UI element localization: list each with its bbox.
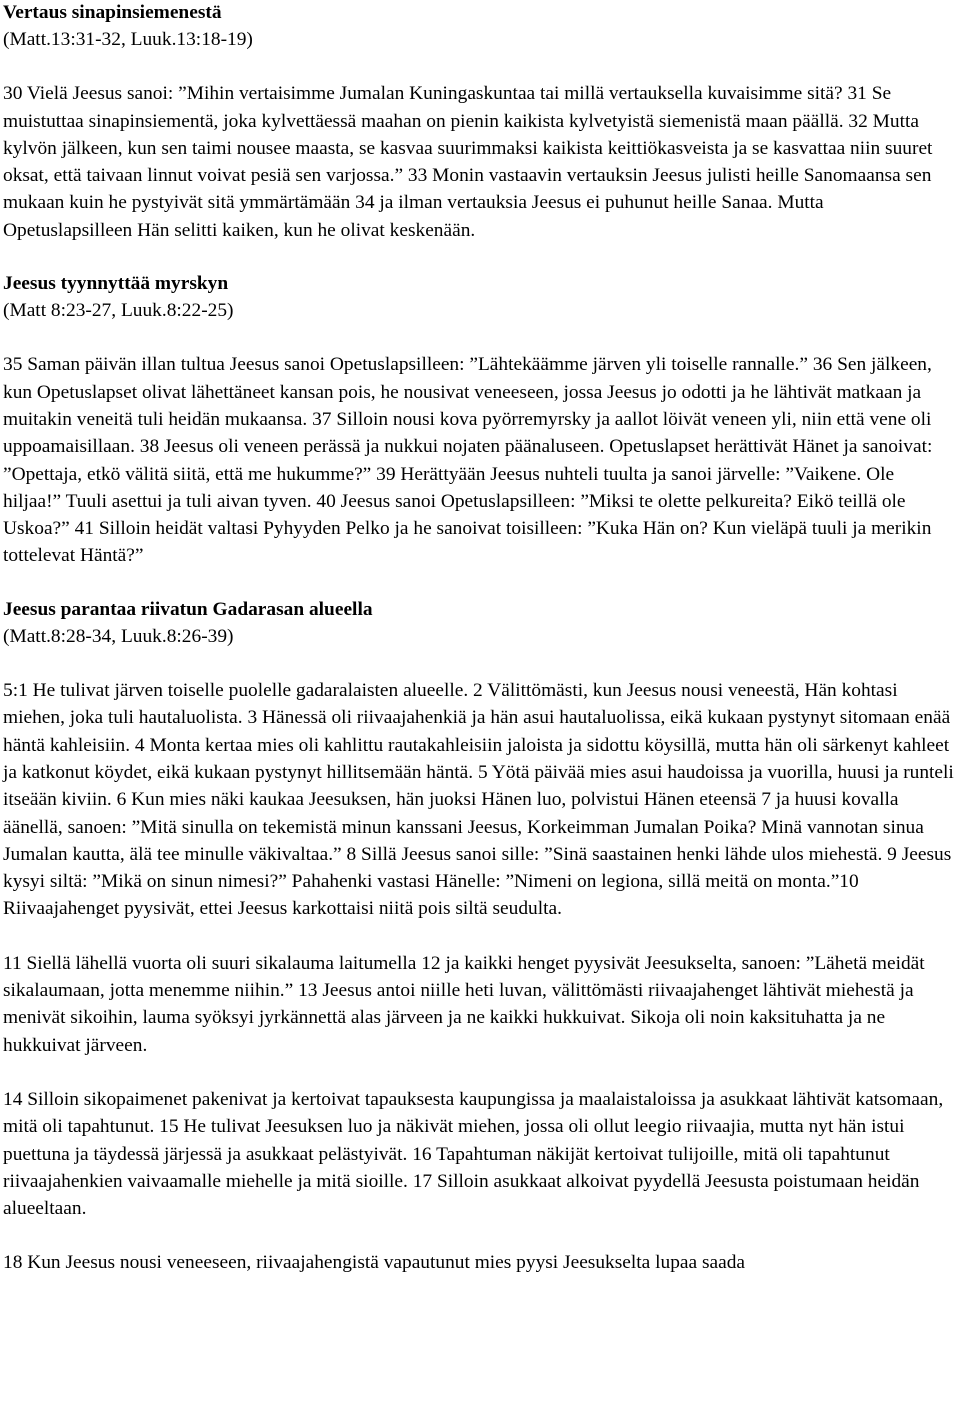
paragraph: 5:1 He tulivat järven toiselle puolelle gadaralaisten alueelle. 2 Välittömästi, kun Jeesus nousi veneestä, Hän kohtasi miehen, joka tuli hautaluolista. 3 Hänessä oli riivaajahenkiä ja hän asui hautaluolissa, eikä kukaan pystynyt sitomaan enää häntä kahleisiin. 4 Monta kertaa mies oli kahlittu rautakahleisiin jaloista ja sidottu köysillä, mutta hän oli särkenyt kahleet ja katkonut köydet, eikä kukaan pystynyt hillitsemään häntä. 5 Yötä päivää mies asui haudoissa ja vuorilla, huusi ja runteli itseään kiviin. 6 Kun mies näki kaukaa Jeesuksen, hän juoksi Hänen luo, polvistui Hänen eteensä 7 ja huusi kovalla äänellä, sanoen: ”Mitä sinulla on tekemistä minun kanssani Jeesus, Korkeimman Jumalan Poika? Minä vannotan sinua Jumalan kautta, älä tee minulle väkivaltaa.” 8 Sillä Jeesus sanoi sille: ”Sinä saastainen henki lähde ulos miehestä. 9 Jeesus kysyi siltä: ”Mikä on sinun nimesi?” Pahahenki vastasi Hänelle: ”Nimeni on legiona, sillä meitä on monta.”10 Riivaajahenget pyysivät, ettei Jeesus karkottaisi niitä pois siltä seudulta. <box>3 680 954 920</box>
section-title: Jeesus parantaa riivatun Gadarasan alueella <box>3 598 373 620</box>
scripture-reference: (Matt.8:28-34, Luuk.8:26-39) <box>3 625 234 647</box>
section-gadarasa <box>3 597 957 1277</box>
paragraph: 11 Siellä lähellä vuorta oli suuri sikalauma laitumella 12 ja kaikki henget pyysivät Jeesukselta, sanoen: ”Lähetä meidät sikalaumaan, jotta menemme niihin.” 13 Jeesus antoi niille heti luvan, välittömästi riivaajahenget lähtivät miehestä ja menivät sikoihin, lauma syöksyi jyrkännettä alas järveen ja ne kaikki hukkuivat. Sikoja oli noin kaksituhatta ja ne hukkuivat järveen. <box>3 952 925 1056</box>
paragraph: 35 Saman päivän illan tultua Jeesus sanoi Opetuslapsilleen: ”Lähtekäämme järven yli toiselle rannalle.” 36 Sen jälkeen, kun Opetuslapset olivat lähettäneet kansan pois, he nousivat veneeseen, jossa Jeesus jo odotti ja he lähtivät matkaan ja muitakin veneitä tuli heidän mukaansa. 37 Silloin nousi kova pyörremyrsky ja aallot löivät veneen yli, niin että vene oli uppoamaisillaan. 38 Jeesus oli veneen perässä ja nukkui nojaten päänaluseen. Opetuslapset herättivät Hänet ja sanoivat: ”Opettaja, etkö välitä siitä, että me hukumme?” 39 Herättyään Jeesus nuhteli tuulta ja sanoi järvelle: ”Vaikene. Ole hiljaa!” Tuuli asettui ja tuli aivan tyven. 40 Jeesus sanoi Opetuslapsilleen: ”Miksi te olette pelkureita? Eikö teillä ole Uskoa?” 41 Silloin heidät valtasi Pyhyyden Pelko ja he sanoivat toisilleen: ”Kuka Hän on? Kun vieläpä tuuli ja merikin tottelevat Häntä?” <box>3 354 933 567</box>
paragraph: 30 Vielä Jeesus sanoi: ”Mihin vertaisimme Jumalan Kuningaskuntaa tai millä vertauksella kuvaisimme sitä? 31 Se muistuttaa sinapinsiementä, joka kylvettäessä maahan on pienin kaikista kylvetyistä siemenistä maan päällä. 32 Mutta kylvön jälkeen, kun sen taimi nousee maasta, se kasvaa suurimmaksi kaikista keittiökasveista ja se kasvattaa niin suuret oksat, että taivaan linnut voivat pesiä sen varjossa.” 33 Monin vastaavin vertauksin Jeesus julisti heille Sanomaansa sen mukaan kuin he pystyivät sitä ymmärtämään 34 ja ilman vertauksia Jeesus ei puhunut heille Sanaa. Mutta Opetuslapsilleen Hän selitti kaiken, kun he olivat keskenään. <box>3 83 933 241</box>
paragraph: 18 Kun Jeesus nousi veneeseen, riivaajahengistä vapautunut mies pyysi Jeesukselta lupaa saada <box>3 1252 746 1274</box>
section-sinapinsiemen <box>3 0 957 244</box>
section-title: Jeesus tyynnyttää myrskyn <box>3 273 229 295</box>
section-title: Vertaus sinapinsiemenestä <box>3 2 222 23</box>
scripture-reference: (Matt.13:31-32, Luuk.13:18-19) <box>3 29 253 50</box>
section-myrsky <box>3 271 957 570</box>
scripture-reference: (Matt 8:23-27, Luuk.8:22-25) <box>3 300 234 322</box>
document-page <box>3 0 957 1277</box>
paragraph: 14 Silloin sikopaimenet pakenivat ja kertoivat tapauksesta kaupungissa ja maalaistaloissa ja asukkaat lähtivät katsomaan, mitä oli tapahtunut. 15 He tulivat Jeesuksen luo ja näkivät miehen, jossa oli ollut leegio riivaajia, mutta nyt hän istui puettuna ja täydessä järjessä ja asukkaat pelästyivät. 16 Tapahtuman näkijät kertoivat tulijoille, mitä oli tapahtunut riivaajahenkien vaivaamalle miehelle ja mitä sioille. 17 Silloin asukkaat alkoivat pyydellä Jeesusta poistumaan heidän alueeltaan. <box>3 1088 944 1220</box>
